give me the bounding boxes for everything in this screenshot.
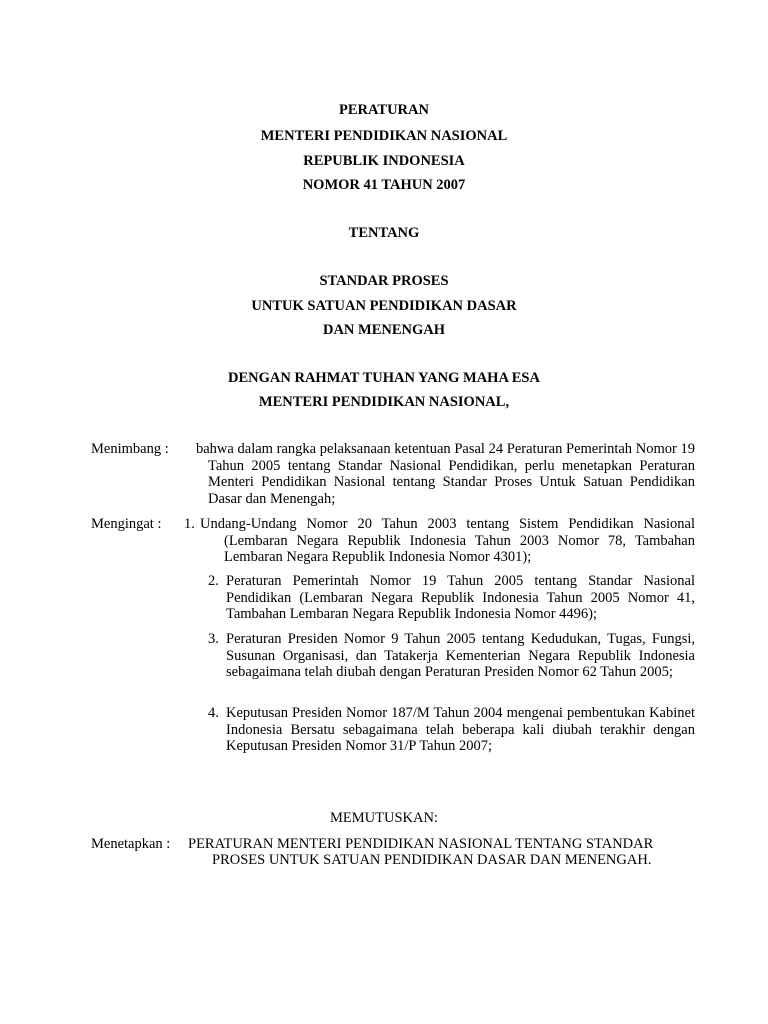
mengingat-item-1-text xyxy=(200,516,695,566)
subject-line-3: DAN MENENGAH xyxy=(322,322,446,338)
mengingat-item-3-text: Peraturan Presiden Nomor 9 Tahun 2005 tentang Kedudukan, Tugas, Fungsi, Susunan Organisasi, dan Tatakerja Kementerian Negara Republik Indonesia sebagaimana telah diubah dengan Peraturan Presiden Nomor 62 Tahun 2005; xyxy=(226,631,695,680)
mengingat-item-3-number: 3. xyxy=(208,631,219,647)
mengingat-item-2-text: Peraturan Pemerintah Nomor 19 Tahun 2005 tentang Standar Nasional Pendidikan (Lembaran Negara Republik Indonesia Tahun 2005 Nomor 41, Tambahan Lembaran Negara Republik Indonesia Nomor 4496); xyxy=(226,573,695,622)
menetapkan-line-2: PROSES UNTUK SATUAN PENDIDIKAN DASAR DAN MENENGAH. xyxy=(212,852,652,868)
subject-line-1: STANDAR PROSES xyxy=(319,273,449,289)
menimbang-section xyxy=(91,441,695,511)
opening-line-1: DENGAN RAHMAT TUHAN YANG MAHA ESA xyxy=(228,370,540,386)
mengingat-label: Mengingat : xyxy=(91,516,162,532)
mengingat-item-4-text: Keputusan Presiden Nomor 187/M Tahun 2004 mengenai pembentukan Kabinet Indonesia Bersatu sebagaimana telah beberapa kali diubah terakhir dengan Keputusan Presiden Nomor 31/P Tahun 2007; xyxy=(226,705,695,754)
title-line-4: NOMOR 41 TAHUN 2007 xyxy=(302,177,466,193)
menetapkan-section xyxy=(91,836,695,876)
mengingat-item-4-number: 4. xyxy=(208,705,219,721)
subject-line-2: UNTUK SATUAN PENDIDIKAN DASAR xyxy=(251,298,517,314)
memutuskan-heading: MEMUTUSKAN: xyxy=(330,810,438,826)
menimbang-label: Menimbang : xyxy=(91,441,169,457)
mengingat-item-1-number: 1. xyxy=(184,516,195,532)
mengingat-section xyxy=(91,516,695,766)
title-line-2: MENTERI PENDIDIKAN NASIONAL xyxy=(260,128,508,144)
mengingat-item-1-text-content: Undang-Undang Nomor 20 Tahun 2003 tentang Sistem Pendidikan Nasional (Lembaran Negara Republik Indonesia Tahun 2003 Nomor 78, Tambahan Lembaran Negara Republik Indonesia Nomor 4301); xyxy=(200,516,695,565)
title-line-3: REPUBLIK INDONESIA xyxy=(303,153,465,169)
title-line-1: PERATURAN xyxy=(339,102,429,118)
tentang-heading: TENTANG xyxy=(348,225,420,241)
menimbang-text: bahwa dalam rangka pelaksanaan ketentuan Pasal 24 Peraturan Pemerintah Nomor 19 Tahun 2005 tentang Standar Nasional Pendidikan, perlu menetapkan Peraturan Menteri Pendidikan Nasional tentang Standar Proses Untuk Satuan Pendidikan Dasar dan Menengah; xyxy=(196,441,695,507)
mengingat-item-2-number: 2. xyxy=(208,573,219,589)
opening-line-2: MENTERI PENDIDIKAN NASIONAL, xyxy=(258,394,510,410)
menetapkan-line-1: PERATURAN MENTERI PENDIDIKAN NASIONAL TENTANG STANDAR xyxy=(188,836,654,852)
menetapkan-label: Menetapkan : xyxy=(91,836,171,852)
